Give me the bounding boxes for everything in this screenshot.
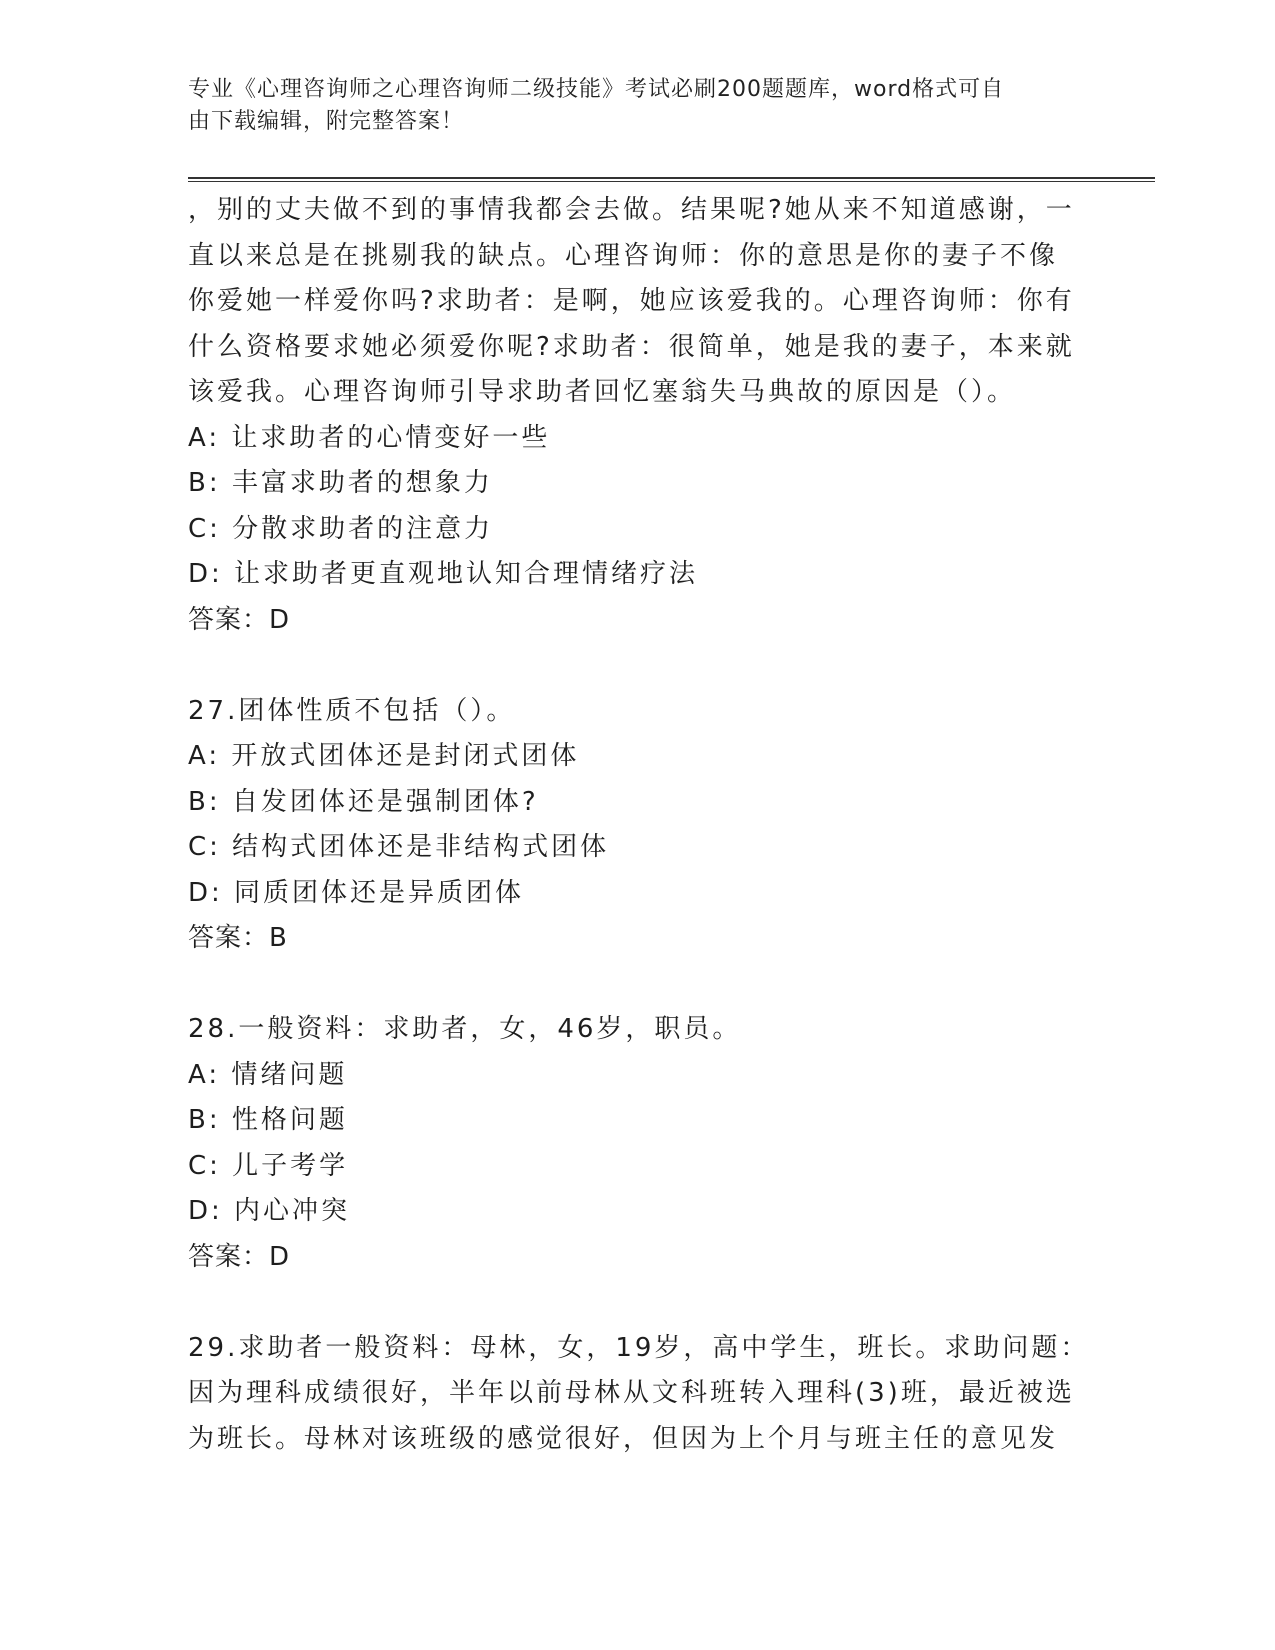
question-stem-line: 29.求助者一般资料：母林，女，19岁，高中学生，班长。求助问题： [188, 1332, 1090, 1363]
question-stem-line: 为班长。母林对该班级的感觉很好，但因为上个月与班主任的意见发 [188, 1423, 1059, 1454]
question-stem-line: 你爱她一样爱你吗?求助者：是啊，她应该爱我的。心理咨询师：你有 [188, 286, 1075, 316]
question-stem-line: 该爱我。心理咨询师引导求助者回忆塞翁失马典故的原因是（）。 [188, 377, 1017, 407]
header-line-2: 由下载编辑，附完整答案！ [188, 109, 465, 134]
option-d: D: 让求助者更直观地认知合理情绪疗法 [188, 559, 699, 589]
option-b: B: 丰富求助者的想象力 [188, 468, 493, 498]
option-c: C: 结构式团体还是非结构式团体 [188, 832, 610, 862]
option-b: B: 性格问题 [188, 1105, 348, 1135]
option-a: A: 情绪问题 [188, 1059, 348, 1090]
question-26 [188, 188, 1088, 643]
option-d: D: 内心冲突 [188, 1196, 351, 1226]
option-c: C: 儿子考学 [188, 1150, 349, 1181]
question-27 [188, 689, 1088, 962]
question-stem-line: 直以来总是在挑剔我的缺点。心理咨询师：你的意思是你的妻子不像 [188, 240, 1059, 271]
question-stem: 27.团体性质不包括（）。 [188, 695, 516, 726]
header-line-1: 专业《心理咨询师之心理咨询师二级技能》考试必刷200题题库，word格式可自 [188, 77, 1005, 102]
header-divider [188, 177, 1155, 182]
document-body [188, 188, 1088, 1462]
option-d: D: 同质团体还是异质团体 [188, 877, 525, 908]
answer: 答案：D [188, 1241, 291, 1272]
spacer [188, 643, 1088, 689]
question-stem-line: 因为理科成绩很好，半年以前母林从文科班转入理科(3)班，最近被选 [188, 1378, 1075, 1408]
spacer [188, 962, 1088, 1008]
option-b: B: 自发团体还是强制团体? [188, 786, 539, 817]
question-stem-line: ，别的丈夫做不到的事情我都会去做。结果呢?她从来不知道感谢，一 [188, 195, 1075, 225]
spacer [188, 1280, 1088, 1326]
option-c: C: 分散求助者的注意力 [188, 513, 494, 544]
question-29 [188, 1326, 1088, 1463]
option-a: A: 开放式团体还是封闭式团体 [188, 741, 580, 771]
question-stem: 28.一般资料：求助者，女，46岁，职员。 [188, 1014, 742, 1044]
question-28 [188, 1007, 1088, 1280]
question-stem-line: 什么资格要求她必须爱你呢?求助者：很简单，她是我的妻子，本来就 [188, 331, 1075, 362]
answer: 答案：D [188, 604, 291, 635]
option-a: A: 让求助者的心情变好一些 [188, 422, 551, 453]
document-header [188, 74, 1068, 138]
answer: 答案：B [188, 923, 288, 953]
